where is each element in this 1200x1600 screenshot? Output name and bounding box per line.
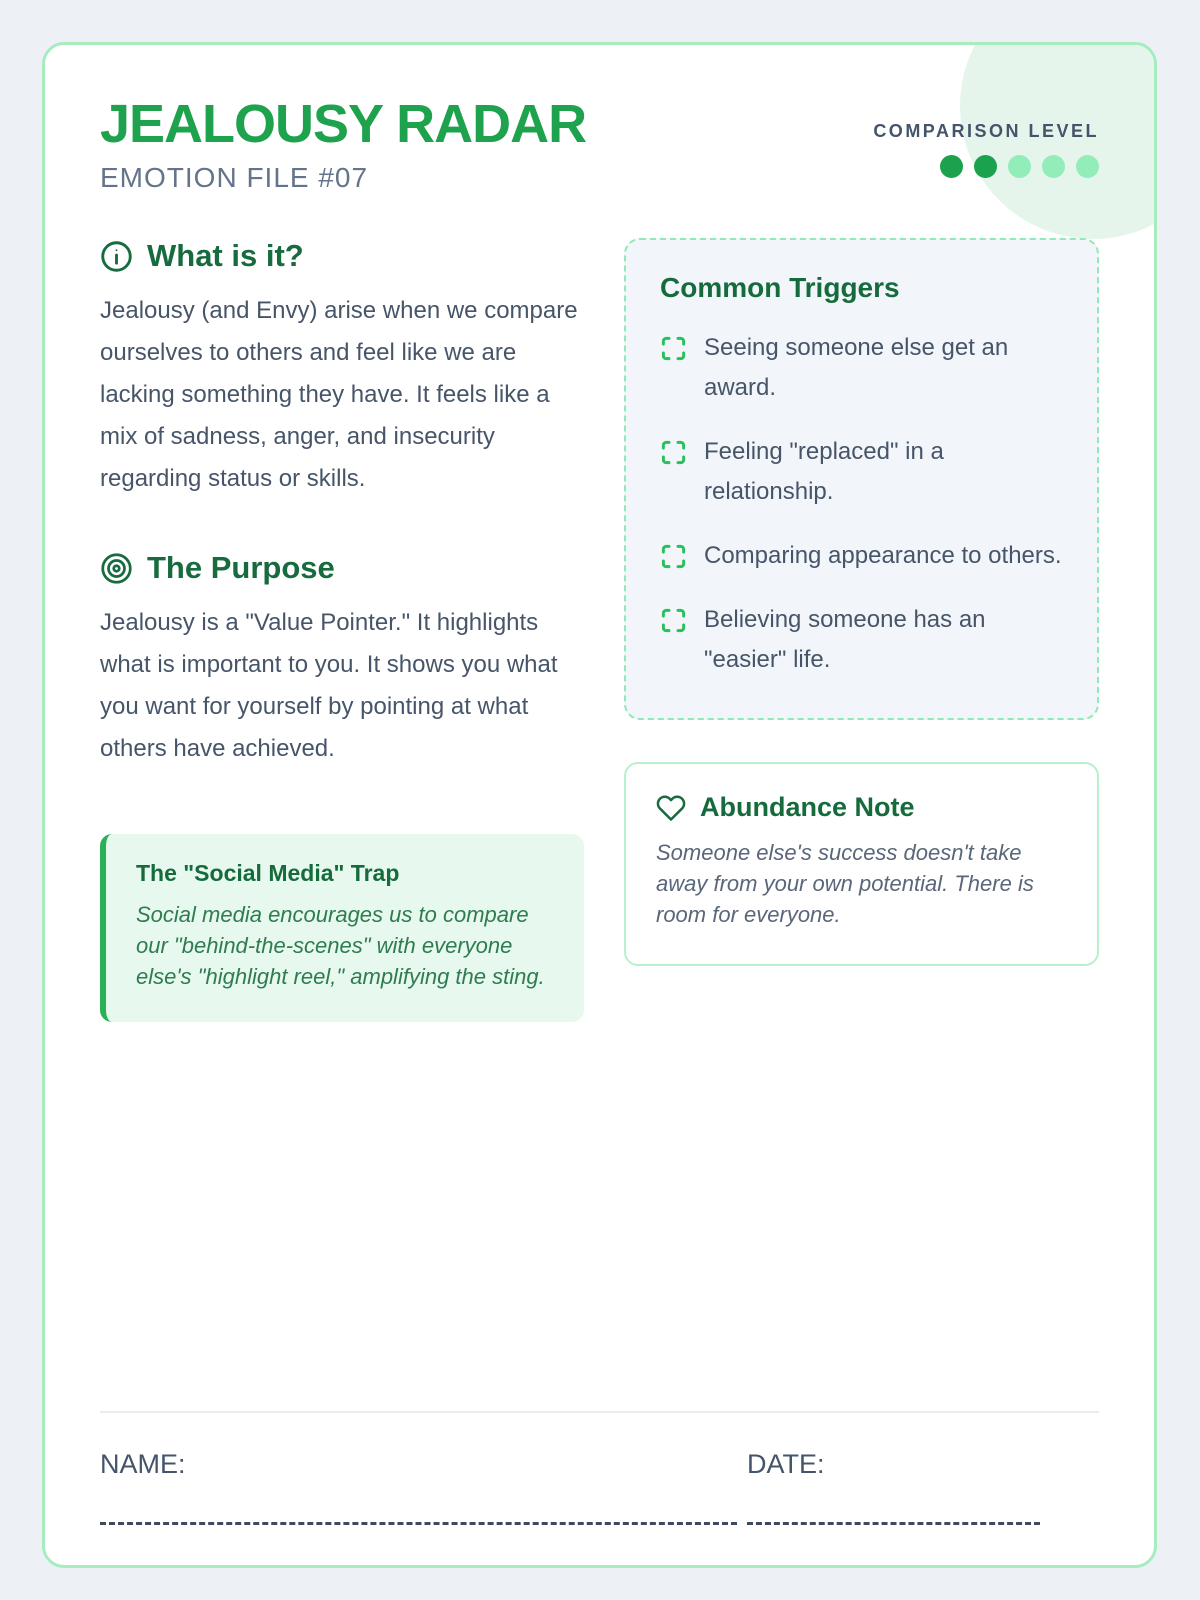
abundance-body: Someone else's success doesn't take away from your own potential. There is room for everyone. xyxy=(656,840,1034,928)
trigger-item xyxy=(660,432,1063,512)
name-field xyxy=(100,1449,737,1525)
level-dot-empty xyxy=(1076,155,1099,178)
purpose-heading xyxy=(100,550,582,586)
header xyxy=(100,95,1099,194)
right-column xyxy=(624,238,1099,1022)
page-title: JEALOUSY RADAR xyxy=(100,94,587,154)
section-title: Abundance Note xyxy=(700,792,915,823)
common-triggers-box xyxy=(624,238,1099,720)
trigger-item xyxy=(660,536,1063,576)
what-is-it-section xyxy=(100,238,582,500)
social-media-trap-callout xyxy=(100,834,584,1022)
level-dot-empty xyxy=(1042,155,1065,178)
scan-icon xyxy=(660,543,687,570)
left-column xyxy=(100,238,582,1022)
trigger-text: Seeing someone else get an award. xyxy=(704,334,1009,402)
trigger-item xyxy=(660,600,1063,680)
heart-icon xyxy=(656,793,686,823)
level-dot-empty xyxy=(1008,155,1031,178)
date-signature-line xyxy=(747,1522,1040,1525)
trigger-text: Believing someone has an "easier" life. xyxy=(704,606,986,674)
trap-body: Social media encourages us to compare our "behind-the-scenes" with everyone else's "highlight reel," amplifying the sting. xyxy=(136,902,545,990)
comparison-level xyxy=(873,121,1099,178)
comparison-level-label: COMPARISON LEVEL xyxy=(873,121,1099,141)
trap-title: The "Social Media" Trap xyxy=(136,860,400,887)
trigger-text: Comparing appearance to others. xyxy=(704,542,1062,570)
footer-divider xyxy=(100,1411,1099,1413)
date-field xyxy=(747,1449,1040,1525)
info-icon xyxy=(100,240,133,273)
purpose-body: Jealousy is a "Value Pointer." It highlights what is important to you. It shows you what you want for yourself by pointing at what others have achieved. xyxy=(100,609,558,763)
page-subtitle: EMOTION FILE #07 xyxy=(100,162,369,194)
level-dot-filled xyxy=(940,155,963,178)
abundance-note-box xyxy=(624,762,1099,966)
scan-icon xyxy=(660,607,687,634)
target-icon xyxy=(100,552,133,585)
date-label: DATE: xyxy=(747,1449,825,1479)
scan-icon xyxy=(660,439,687,466)
worksheet-card xyxy=(42,42,1157,1568)
level-dot-filled xyxy=(974,155,997,178)
section-title: What is it? xyxy=(147,238,304,274)
comparison-dots xyxy=(873,155,1099,178)
what-is-it-body: Jealousy (and Envy) arise when we compare ourselves to others and feel like we are lacking something they have. It feels like a mix of sadness, anger, and insecurity regarding status or skills. xyxy=(100,297,578,493)
what-is-it-heading xyxy=(100,238,582,274)
scan-icon xyxy=(660,335,687,362)
section-title: The Purpose xyxy=(147,550,335,586)
purpose-section xyxy=(100,550,582,770)
footer xyxy=(100,1411,1099,1525)
name-signature-line xyxy=(100,1522,737,1525)
title-block xyxy=(100,95,586,194)
abundance-heading xyxy=(656,792,1067,823)
triggers-title: Common Triggers xyxy=(660,272,900,304)
trigger-text: Feeling "replaced" in a relationship. xyxy=(704,438,944,506)
trigger-item xyxy=(660,328,1063,408)
triggers-list xyxy=(660,328,1063,680)
name-label: NAME: xyxy=(100,1449,186,1479)
